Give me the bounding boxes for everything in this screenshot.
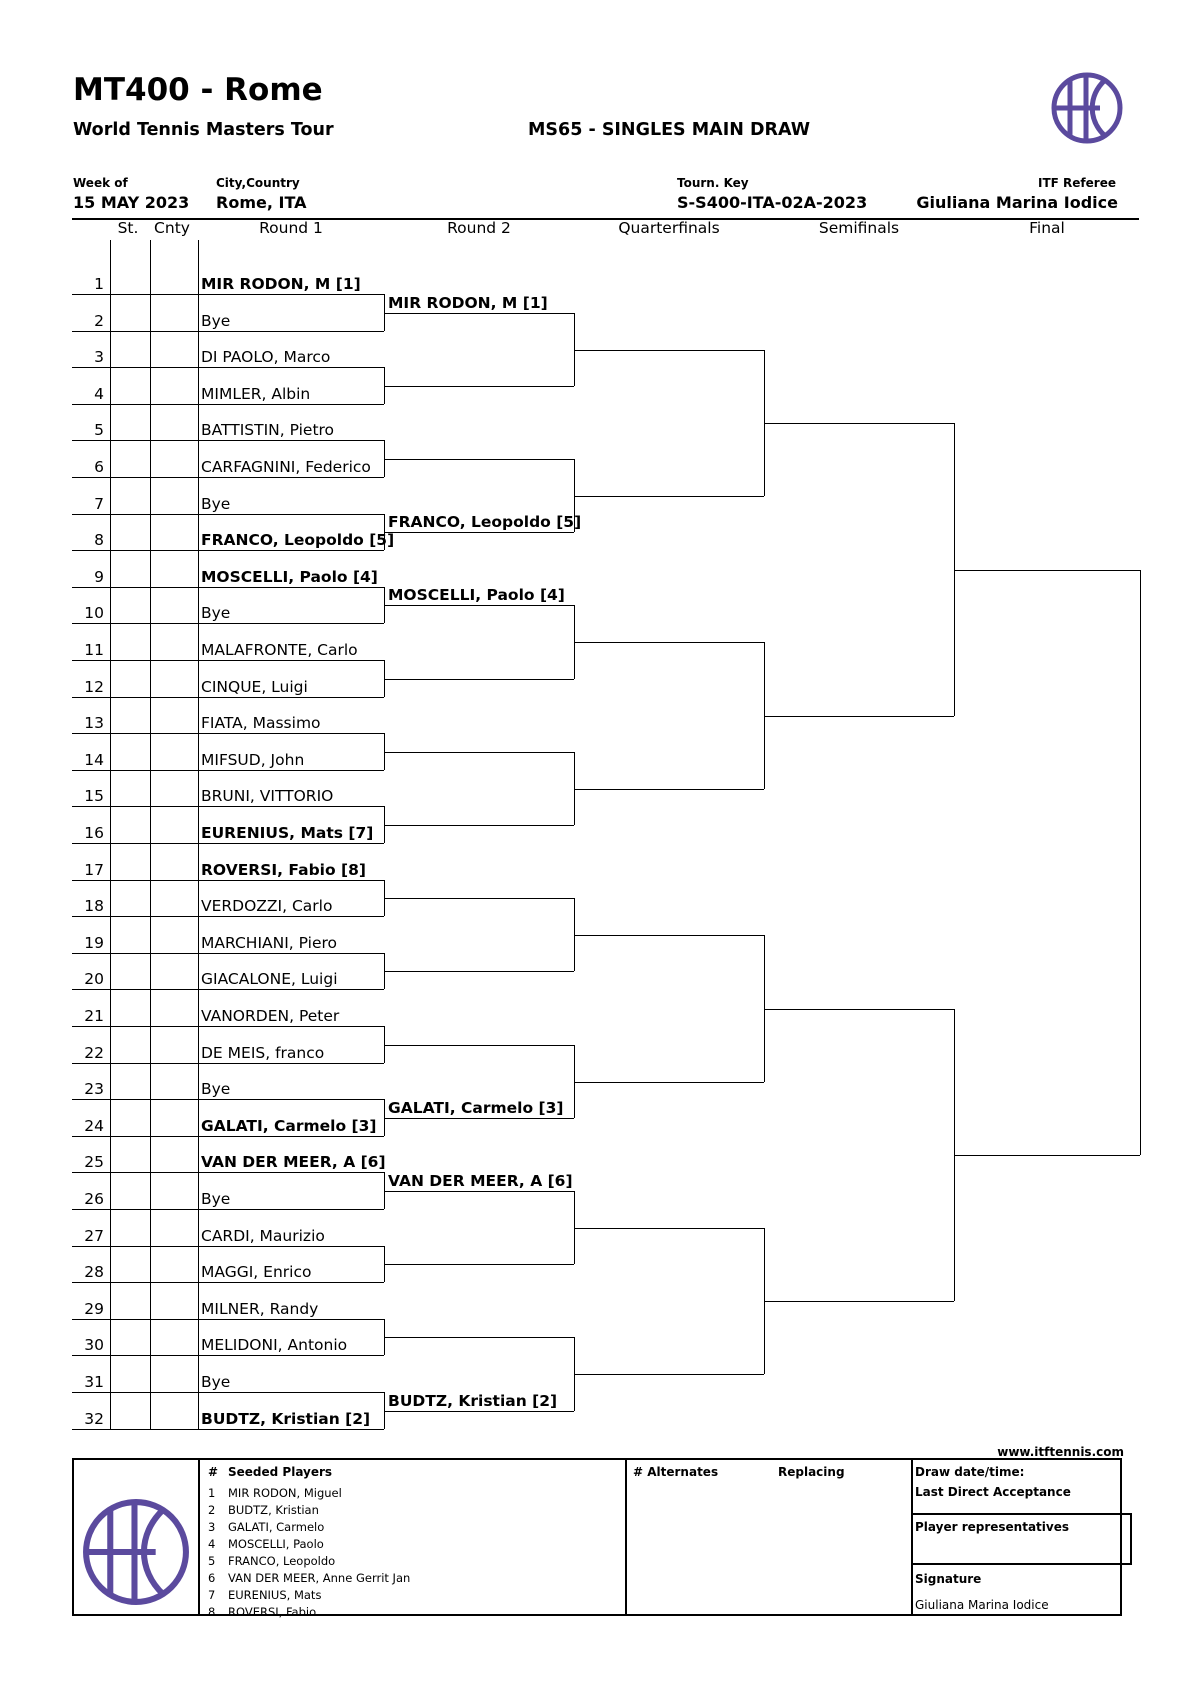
draw-date-label: Draw date/time:: [915, 1465, 1025, 1479]
seeded-player-row: [208, 1570, 410, 1587]
draw-position-number: 18: [84, 897, 104, 915]
player-name: MALAFRONTE, Carlo: [201, 641, 358, 659]
player-row-line: [72, 1429, 384, 1430]
player-name: FIATA, Massimo: [201, 714, 321, 732]
quarterfinal-slot-line: [574, 496, 764, 497]
final-slot-line: [954, 1155, 1140, 1156]
round2-winner-name: BUDTZ, Kristian [2]: [388, 1392, 558, 1410]
player-name: VANORDEN, Peter: [201, 1007, 340, 1025]
draw-position-number: 13: [84, 714, 104, 732]
week-label: Week of: [73, 176, 128, 190]
semifinal-slot-line: [764, 1009, 954, 1010]
player-row-line: [72, 1099, 384, 1100]
itf-globe-logo-icon: [1050, 71, 1124, 145]
player-row-line: [72, 1319, 384, 1320]
player-name: VERDOZZI, Carlo: [201, 897, 333, 915]
player-row-line: [72, 989, 384, 990]
player-name: Bye: [201, 604, 231, 622]
draw-position-number: 27: [84, 1227, 104, 1245]
draw-position-number: 32: [84, 1410, 104, 1428]
round2-slot-line: [384, 679, 574, 680]
round2-slot-line: [384, 898, 574, 899]
seed-number: 2: [208, 1503, 216, 1517]
draw-position-number: 8: [94, 531, 104, 549]
seed-number: 4: [208, 1537, 216, 1551]
col-st: St.: [117, 219, 139, 237]
column-separator: [198, 240, 199, 1429]
player-name: MIMLER, Albin: [201, 385, 311, 403]
seeded-player-row: [208, 1553, 410, 1570]
player-name: MIR RODON, M [1]: [201, 275, 361, 293]
draw-position-number: 1: [94, 275, 104, 293]
footer-rule: [911, 1513, 1132, 1515]
draw-position-number: 15: [84, 787, 104, 805]
col-round1: Round 1: [259, 219, 323, 237]
tourn-key-value: S-S400-ITA-02A-2023: [677, 193, 868, 212]
player-name: Bye: [201, 1080, 231, 1098]
week-value: 15 MAY 2023: [73, 193, 190, 212]
draw-position-number: 12: [84, 678, 104, 696]
seed-player-name: EURENIUS, Mats: [228, 1588, 322, 1602]
seed-player-name: VAN DER MEER, Anne Gerrit Jan: [228, 1571, 411, 1585]
player-name: GIACALONE, Luigi: [201, 970, 338, 988]
footer-divider: [198, 1458, 200, 1616]
seed-player-name: MOSCELLI, Paolo: [228, 1537, 324, 1551]
seeded-player-row: [208, 1604, 410, 1621]
quarterfinal-slot-line: [574, 1374, 764, 1375]
round2-slot-line: [384, 825, 574, 826]
draw-position-number: 3: [94, 348, 104, 366]
semifinal-slot-line: [764, 716, 954, 717]
round2-winner-name: GALATI, Carmelo [3]: [388, 1099, 564, 1117]
player-name: VAN DER MEER, A [6]: [201, 1153, 386, 1171]
itf-globe-logo-icon: [80, 1496, 192, 1608]
seed-number: 3: [208, 1520, 216, 1534]
player-name: Bye: [201, 495, 231, 513]
quarterfinal-slot-line: [574, 789, 764, 790]
seeded-player-row: [208, 1536, 410, 1553]
seeded-players-list: [208, 1485, 410, 1621]
alternates-title: # Alternates: [633, 1465, 719, 1479]
col-round2: Round 2: [447, 219, 511, 237]
col-cnty: Cnty: [154, 219, 190, 237]
player-row-line: [72, 477, 384, 478]
draw-position-number: 21: [84, 1007, 104, 1025]
seeded-hash: #: [208, 1465, 219, 1479]
final-connector: [1140, 570, 1141, 1155]
footer-divider: [1130, 1513, 1132, 1565]
seed-player-name: ROVERSI, Fabio: [228, 1605, 317, 1619]
player-row-line: [72, 1063, 384, 1064]
seed-number: 5: [208, 1554, 216, 1568]
footer-rule: [911, 1563, 1132, 1565]
column-separator: [150, 240, 151, 1429]
player-name: CARFAGNINI, Federico: [201, 458, 371, 476]
round2-winner-name: MOSCELLI, Paolo [4]: [388, 586, 565, 604]
round2-winner-name: VAN DER MEER, A [6]: [388, 1172, 573, 1190]
round2-slot-line: [384, 532, 574, 533]
col-quarterfinals: Quarterfinals: [618, 219, 720, 237]
draw-name: MS65 - SINGLES MAIN DRAW: [528, 120, 811, 140]
player-row-line: [72, 440, 384, 441]
signature-label: Signature: [915, 1572, 982, 1586]
player-name: CINQUE, Luigi: [201, 678, 308, 696]
draw-position-number: 14: [84, 751, 104, 769]
draw-position-number: 19: [84, 934, 104, 952]
draw-position-number: 29: [84, 1300, 104, 1318]
replacing-title: Replacing: [778, 1465, 845, 1479]
round2-slot-line: [384, 1337, 574, 1338]
seeded-player-row: [208, 1485, 410, 1502]
seed-number: 8: [208, 1605, 216, 1619]
player-row-line: [72, 514, 384, 515]
draw-position-number: 25: [84, 1153, 104, 1171]
seed-player-name: BUDTZ, Kristian: [228, 1503, 319, 1517]
player-row-line: [72, 697, 384, 698]
player-row-line: [72, 404, 384, 405]
player-name: GALATI, Carmelo [3]: [201, 1117, 377, 1135]
draw-position-number: 2: [94, 312, 104, 330]
draw-position-number: 16: [84, 824, 104, 842]
player-row-line: [72, 843, 384, 844]
quarterfinal-slot-line: [574, 350, 764, 351]
draw-position-number: 22: [84, 1044, 104, 1062]
draw-position-number: 23: [84, 1080, 104, 1098]
player-row-line: [72, 331, 384, 332]
draw-position-number: 7: [94, 495, 104, 513]
player-name: BRUNI, VITTORIO: [201, 787, 334, 805]
round2-slot-line: [384, 1264, 574, 1265]
seed-player-name: GALATI, Carmelo: [228, 1520, 325, 1534]
semifinal-slot-line: [764, 423, 954, 424]
player-name: Bye: [201, 1373, 231, 1391]
seeded-players-title: Seeded Players: [228, 1465, 333, 1479]
draw-position-number: 9: [94, 568, 104, 586]
player-name: DE MEIS, franco: [201, 1044, 325, 1062]
round2-slot-line: [384, 752, 574, 753]
draw-position-number: 31: [84, 1373, 104, 1391]
player-row-line: [72, 623, 384, 624]
player-row-line: [72, 1246, 384, 1247]
quarterfinal-slot-line: [574, 1082, 764, 1083]
round2-slot-line: [384, 459, 574, 460]
player-row-line: [72, 1172, 384, 1173]
quarterfinal-slot-line: [574, 935, 764, 936]
column-separator: [110, 240, 111, 1429]
player-name: Bye: [201, 312, 231, 330]
player-name: ROVERSI, Fabio [8]: [201, 861, 366, 879]
player-name: Bye: [201, 1190, 231, 1208]
seed-player-name: FRANCO, Leopoldo: [228, 1554, 336, 1568]
player-row-line: [72, 367, 384, 368]
player-representatives-label: Player representatives: [915, 1520, 1070, 1534]
player-row-line: [72, 1136, 384, 1137]
quarterfinal-slot-line: [574, 642, 764, 643]
player-row-line: [72, 294, 384, 295]
round2-winner-name: FRANCO, Leopoldo [5]: [388, 513, 582, 531]
player-row-line: [72, 733, 384, 734]
col-final: Final: [1029, 219, 1065, 237]
player-row-line: [72, 1282, 384, 1283]
round2-slot-line: [384, 605, 574, 606]
round2-slot-line: [384, 1118, 574, 1119]
footer-divider: [911, 1458, 913, 1616]
round2-slot-line: [384, 386, 574, 387]
player-name: BUDTZ, Kristian [2]: [201, 1410, 371, 1428]
final-slot-line: [954, 570, 1140, 571]
seed-player-name: MIR RODON, Miguel: [228, 1486, 342, 1500]
tourn-key-label: Tourn. Key: [677, 176, 749, 190]
player-row-line: [72, 1355, 384, 1356]
footer-divider: [625, 1458, 627, 1616]
player-row-line: [72, 1026, 384, 1027]
draw-position-number: 28: [84, 1263, 104, 1281]
referee-value: Giuliana Marina Iodice: [916, 193, 1118, 212]
col-semifinals: Semifinals: [818, 219, 900, 237]
draw-position-number: 24: [84, 1117, 104, 1135]
last-direct-acceptance-label: Last Direct Acceptance: [915, 1485, 1071, 1499]
round2-slot-line: [384, 1411, 574, 1412]
draw-position-number: 26: [84, 1190, 104, 1208]
tournament-title: MT400 - Rome: [73, 72, 323, 108]
player-name: CARDI, Maurizio: [201, 1227, 325, 1245]
city-label: City,Country: [216, 176, 300, 190]
quarterfinal-slot-line: [574, 1228, 764, 1229]
player-row-line: [72, 953, 384, 954]
draw-position-number: 20: [84, 970, 104, 988]
draw-position-number: 6: [94, 458, 104, 476]
player-name: MIFSUD, John: [201, 751, 305, 769]
draw-position-number: 11: [84, 641, 104, 659]
seeded-player-row: [208, 1519, 410, 1536]
seeded-player-row: [208, 1502, 410, 1519]
draw-position-number: 10: [84, 604, 104, 622]
round2-slot-line: [384, 313, 574, 314]
player-row-line: [72, 587, 384, 588]
signature-name: Giuliana Marina Iodice: [915, 1598, 1049, 1612]
player-row-line: [72, 770, 384, 771]
player-row-line: [72, 806, 384, 807]
draw-position-number: 30: [84, 1336, 104, 1354]
semifinal-slot-line: [764, 1301, 954, 1302]
round2-slot-line: [384, 1191, 574, 1192]
draw-position-number: 17: [84, 861, 104, 879]
referee-label: ITF Referee: [1038, 176, 1116, 190]
player-name: MILNER, Randy: [201, 1300, 319, 1318]
player-name: FRANCO, Leopoldo [5]: [201, 531, 395, 549]
seeded-player-row: [208, 1587, 410, 1604]
seed-number: 7: [208, 1588, 216, 1602]
player-row-line: [72, 1209, 384, 1210]
player-name: DI PAOLO, Marco: [201, 348, 331, 366]
player-row-line: [72, 880, 384, 881]
draw-position-number: 4: [94, 385, 104, 403]
player-name: MARCHIANI, Piero: [201, 934, 338, 952]
round2-slot-line: [384, 971, 574, 972]
round2-winner-name: MIR RODON, M [1]: [388, 294, 548, 312]
player-name: MELIDONI, Antonio: [201, 1336, 348, 1354]
round2-slot-line: [384, 1045, 574, 1046]
player-row-line: [72, 916, 384, 917]
city-value: Rome, ITA: [216, 193, 307, 212]
player-name: EURENIUS, Mats [7]: [201, 824, 374, 842]
tour-name: World Tennis Masters Tour: [73, 120, 334, 140]
player-name: MOSCELLI, Paolo [4]: [201, 568, 378, 586]
website-link[interactable]: www.itftennis.com: [997, 1445, 1124, 1459]
player-name: MAGGI, Enrico: [201, 1263, 312, 1281]
draw-position-number: 5: [94, 421, 104, 439]
player-row-line: [72, 1392, 384, 1393]
seed-number: 6: [208, 1571, 216, 1585]
seed-number: 1: [208, 1486, 216, 1500]
player-row-line: [72, 660, 384, 661]
player-name: BATTISTIN, Pietro: [201, 421, 335, 439]
player-row-line: [72, 550, 384, 551]
